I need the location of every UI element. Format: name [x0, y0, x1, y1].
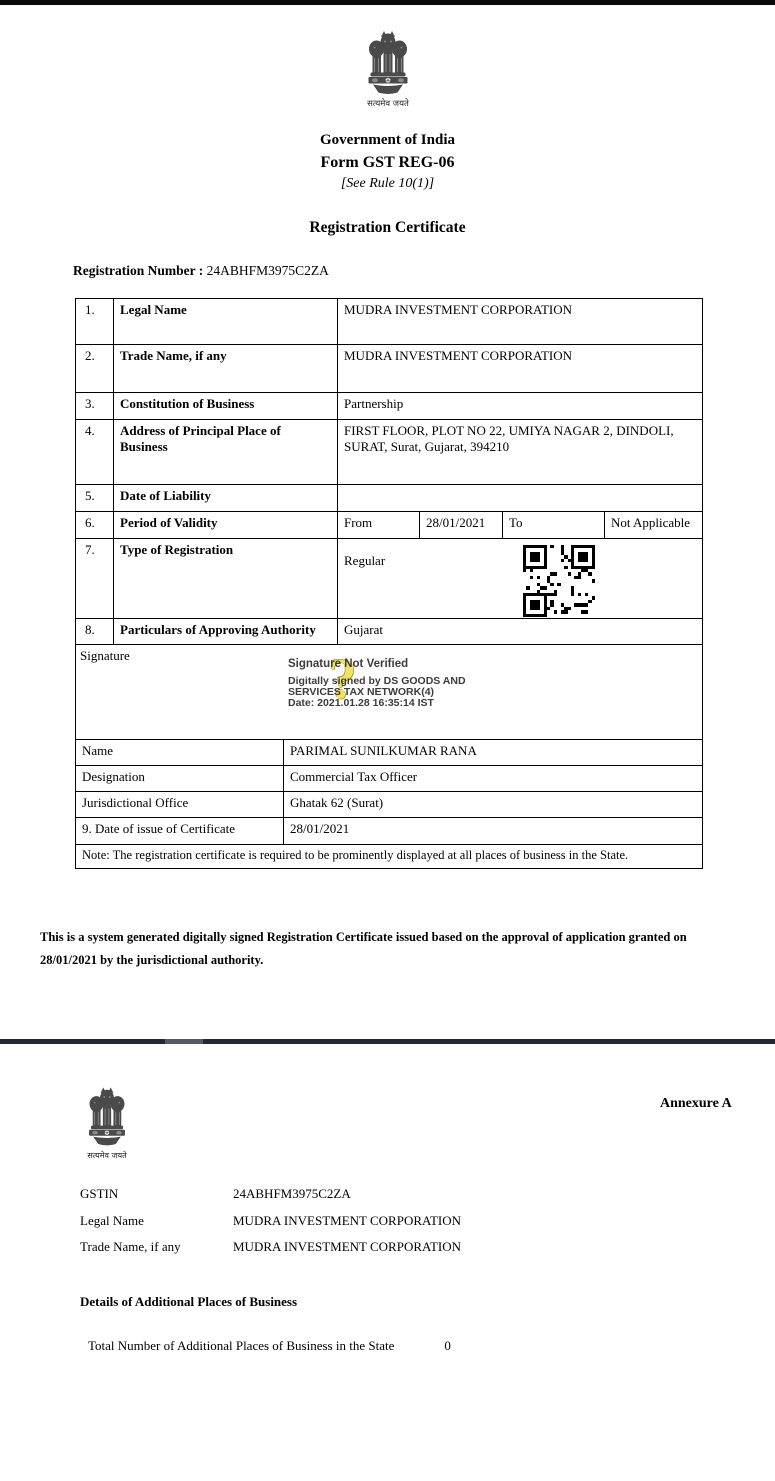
- row-number: 8.: [76, 619, 114, 644]
- signature-date-line: Date: 2021.01.28 16:35:14 IST: [288, 697, 434, 709]
- row-value: [338, 485, 702, 511]
- row-number: 5.: [76, 485, 114, 511]
- registration-number-line: [73, 263, 329, 279]
- digital-signature-block: [288, 658, 466, 709]
- row-value: MUDRA INVESTMENT CORPORATION: [344, 302, 573, 317]
- annexure-row-gstin: [80, 1186, 700, 1202]
- row-value: Gujarat: [344, 622, 383, 637]
- annexure-row-trade-name: [80, 1239, 700, 1255]
- table-row-note: [76, 845, 702, 868]
- row-label: Period of Validity: [114, 512, 338, 538]
- row-number: 3.: [76, 393, 114, 419]
- annexure-title: Annexure A: [660, 1096, 732, 1111]
- row-label: Type of Registration: [114, 539, 338, 618]
- registration-number-value: 24ABHFM3975C2ZA: [206, 263, 329, 278]
- row-label: Trade Name, if any: [114, 345, 338, 392]
- form-title: Form GST REG-06: [320, 154, 455, 171]
- row-label: Jurisdictional Office: [76, 792, 284, 817]
- certificate-table: [75, 298, 703, 869]
- emblem-caption: सत्यमेव जयते: [87, 1151, 127, 1160]
- annexure-row-legal-name: [80, 1213, 700, 1229]
- table-row-constitution: [76, 393, 702, 420]
- total-label: Total Number of Additional Places of Business in the State: [88, 1338, 395, 1353]
- row-label: Particulars of Approving Authority: [114, 619, 338, 644]
- row-number: 6.: [76, 512, 114, 538]
- government-title: Government of India: [320, 132, 455, 148]
- top-window-bar: [0, 0, 775, 5]
- row-value: MUDRA INVESTMENT CORPORATION: [344, 348, 573, 363]
- table-row-officer-name: [76, 740, 702, 766]
- rule-reference: [See Rule 10(1)]: [340, 176, 435, 191]
- table-row-address: [76, 420, 702, 485]
- row-label: 9. Date of issue of Certificate: [76, 818, 284, 844]
- row-value: Ghatak 62 (Surat): [290, 795, 384, 810]
- table-row-approving-authority: [76, 619, 702, 645]
- note-text: Note: The registration certificate is required to be prominently displayed at all places of business in the State.: [82, 848, 629, 862]
- validity-to-label: To: [503, 512, 605, 538]
- row-label: GSTIN: [80, 1186, 119, 1201]
- divider-highlight: [165, 1039, 203, 1044]
- row-value: Partnership: [344, 396, 404, 411]
- table-row-legal-name: [76, 299, 702, 345]
- signature-not-verified-text: Signature Not Verified: [288, 658, 409, 670]
- row-label: Name: [76, 740, 284, 765]
- emblem-caption: सत्यमेव जयते: [367, 99, 409, 109]
- qr-code: [523, 545, 595, 617]
- table-row-date-of-liability: [76, 485, 702, 512]
- table-row-type-of-registration: [76, 539, 702, 619]
- total-additional-places-line: [88, 1338, 451, 1354]
- table-row-date-of-issue: [76, 818, 702, 845]
- india-emblem: [352, 26, 424, 109]
- row-label: Legal Name: [114, 299, 338, 344]
- ashoka-emblem-icon: [363, 26, 413, 96]
- registration-type-cell: [338, 539, 702, 618]
- system-generated-note: This is a system generated digitally signed Registration Certificate issued based on the approval of application granted on 28/01/2021 by the jurisdictional authority.: [40, 930, 687, 967]
- row-label: Date of Liability: [114, 485, 338, 511]
- row-number: 2.: [76, 345, 114, 392]
- row-value: FIRST FLOOR, PLOT NO 22, UMIYA NAGAR 2, DINDOLI, SURAT, Surat, Gujarat, 394210: [344, 423, 674, 454]
- validity-to-value: Not Applicable: [611, 515, 691, 530]
- ashoka-emblem-icon: [84, 1082, 130, 1148]
- row-value: MUDRA INVESTMENT CORPORATION: [233, 1239, 462, 1254]
- signature-label: Signature: [80, 648, 130, 663]
- row-number: 1.: [76, 299, 114, 344]
- table-row-trade-name: [76, 345, 702, 393]
- row-label: Constitution of Business: [114, 393, 338, 419]
- row-value: PARIMAL SUNILKUMAR RANA: [290, 743, 477, 758]
- signature-row: [76, 645, 702, 740]
- validity-from-value: 28/01/2021: [420, 512, 503, 538]
- total-value: 0: [444, 1338, 451, 1353]
- row-value: 24ABHFM3975C2ZA: [233, 1186, 351, 1201]
- signature-question-mark-icon: ?: [328, 646, 357, 711]
- certificate-title: Registration Certificate: [309, 219, 466, 236]
- row-label: Designation: [76, 766, 284, 791]
- table-row-jurisdictional-office: [76, 792, 702, 818]
- row-number: 4.: [76, 420, 114, 484]
- row-label: Trade Name, if any: [80, 1239, 181, 1254]
- india-emblem-annexure: [78, 1082, 136, 1161]
- validity-from-label: From: [338, 512, 420, 538]
- registration-number-label: Registration Number :: [73, 263, 204, 278]
- signed-by-line2: SERVICES TAX NETWORK(4): [288, 686, 435, 698]
- row-label: Legal Name: [80, 1213, 144, 1228]
- signed-by-line1: Digitally signed by DS GOODS AND: [288, 675, 466, 687]
- row-value: Commercial Tax Officer: [290, 769, 418, 784]
- row-number: 7.: [76, 539, 114, 618]
- row-label: Address of Principal Place of Business: [114, 420, 338, 484]
- page-divider: [0, 1039, 775, 1044]
- row-value: MUDRA INVESTMENT CORPORATION: [233, 1213, 462, 1228]
- table-row-period-of-validity: [76, 512, 702, 539]
- row-value: 28/01/2021: [290, 821, 350, 836]
- additional-places-heading: Details of Additional Places of Business: [80, 1294, 298, 1309]
- table-row-designation: [76, 766, 702, 792]
- row-value: Regular: [344, 553, 386, 568]
